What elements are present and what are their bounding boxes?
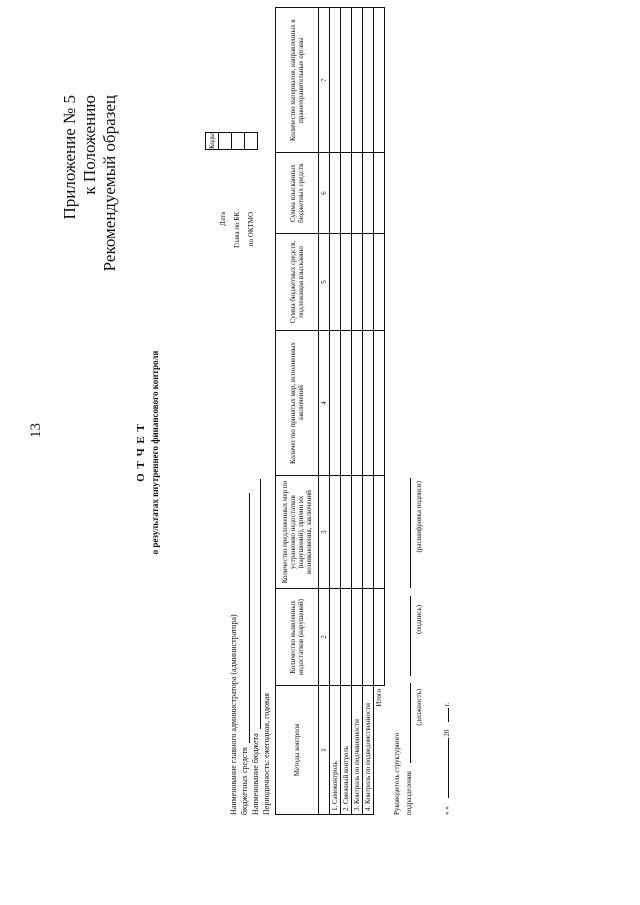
meta-admin: Наименование главного администратора (администратора) xyxy=(229,614,238,815)
table-cell xyxy=(341,476,352,589)
header-found: Количество выявленных недостатков (нарушений) xyxy=(276,589,319,686)
table-cell xyxy=(330,476,341,589)
caption-position: (должность) xyxy=(415,688,423,726)
col-number: 5 xyxy=(319,234,330,331)
codes-cell-chapter xyxy=(232,133,245,150)
codes-cell-date xyxy=(219,133,232,150)
table-cell xyxy=(341,330,352,475)
date-line xyxy=(440,462,452,815)
table-cell xyxy=(363,8,374,153)
meta-block xyxy=(228,479,272,815)
appendix-block xyxy=(60,95,120,271)
header-sum-due: Сумма бюджетных средств, подлежащая взысканию xyxy=(276,234,319,331)
table-cell xyxy=(363,589,374,686)
table-cell xyxy=(374,330,385,475)
signature-line xyxy=(402,596,411,676)
col-number: 2 xyxy=(319,589,330,686)
decode-line xyxy=(402,478,411,588)
table-cell xyxy=(363,153,374,234)
row-label: 3. Контроль по подчиненности xyxy=(352,685,363,814)
meta-admin2: бюджетных средств xyxy=(240,747,249,815)
admin-line xyxy=(240,493,250,743)
table-cell xyxy=(330,589,341,686)
appendix-line2: к Положению xyxy=(80,95,99,195)
meta-period: Периодичность: ежегодная, годовая xyxy=(262,693,271,815)
caption-decode: (расшифровка подписи) xyxy=(415,481,423,553)
header-methods: Методы контроля xyxy=(276,685,319,814)
report-title: О Т Ч Е Т xyxy=(135,423,147,482)
appendix-line3: Рекомендуемый образец xyxy=(100,95,119,272)
col-number: 4 xyxy=(319,330,330,475)
caption-signature: (подпись) xyxy=(415,604,423,635)
signature-block xyxy=(392,462,452,815)
table-cell xyxy=(352,330,363,475)
table-row xyxy=(352,8,363,815)
page-number: 13 xyxy=(28,423,44,438)
codes-cell-oktmo xyxy=(245,133,258,150)
codes-label-date: Дата xyxy=(219,212,227,226)
signature-role2: подразделения xyxy=(405,771,413,815)
total-label: Итого xyxy=(375,688,383,707)
table-cell xyxy=(363,476,374,589)
column-number-row xyxy=(319,8,330,815)
table-cell xyxy=(341,234,352,331)
table-row xyxy=(363,8,374,815)
table-row xyxy=(341,8,352,815)
table-cell xyxy=(330,330,341,475)
position-line xyxy=(402,683,411,763)
table-row xyxy=(330,8,341,815)
table-cell xyxy=(341,8,352,153)
table-cell xyxy=(352,589,363,686)
table-cell xyxy=(352,476,363,589)
table-cell xyxy=(352,8,363,153)
row-label: 4. Контроль по подведомственности xyxy=(363,685,374,814)
codes-label-oktmo: по ОКТМО xyxy=(247,212,255,247)
col-number: 3 xyxy=(319,476,330,589)
row-label: 2. Смежный контроль xyxy=(341,685,352,814)
appendix-line1: Приложение № 5 xyxy=(60,95,79,220)
signature-role1: Руководитель структурного xyxy=(393,732,401,815)
table-cell xyxy=(374,476,385,589)
col-number: 6 xyxy=(319,153,330,234)
codes-header: Коды xyxy=(206,133,219,150)
header-materials: Количество материалов, направленных в правоохранительные органы xyxy=(276,8,319,153)
date-month-line xyxy=(440,739,449,799)
table-cell xyxy=(330,153,341,234)
date-year-line xyxy=(440,708,449,722)
total-row xyxy=(374,8,385,815)
col-number: 7 xyxy=(319,8,330,153)
table-cell xyxy=(374,234,385,331)
table-cell xyxy=(374,153,385,234)
table-cell xyxy=(341,153,352,234)
table-cell xyxy=(330,234,341,331)
date-prefix: « » xyxy=(443,806,451,815)
col-number: 1 xyxy=(319,685,330,814)
report-subtitle: о результатах внутреннего финансового контроля xyxy=(150,350,160,555)
codes-label-chapter: Глава по БК xyxy=(233,212,241,248)
table-cell xyxy=(352,153,363,234)
row-label: 1. Самоконтроль xyxy=(330,685,341,814)
header-proposed: Количество предложенных мер по устранению недостатков (нарушений), причин их возникновения, заключений xyxy=(276,476,319,589)
table-cell xyxy=(363,234,374,331)
table-cell xyxy=(330,8,341,153)
date-suffix: г. xyxy=(443,702,451,707)
table-cell xyxy=(374,8,385,153)
table-cell xyxy=(374,589,385,686)
budget-line xyxy=(251,479,261,729)
table-cell xyxy=(363,330,374,475)
header-sum-collected: Сумма взысканных бюджетных средств xyxy=(276,153,319,234)
control-results-table xyxy=(275,7,385,815)
header-accepted: Количество принятых мер, исполненных заключений xyxy=(276,330,319,475)
meta-budget: Наименование бюджета xyxy=(251,733,260,815)
date-year: 20 xyxy=(443,729,451,737)
table-cell xyxy=(352,234,363,331)
table-cell xyxy=(341,589,352,686)
codes-table xyxy=(205,132,258,150)
